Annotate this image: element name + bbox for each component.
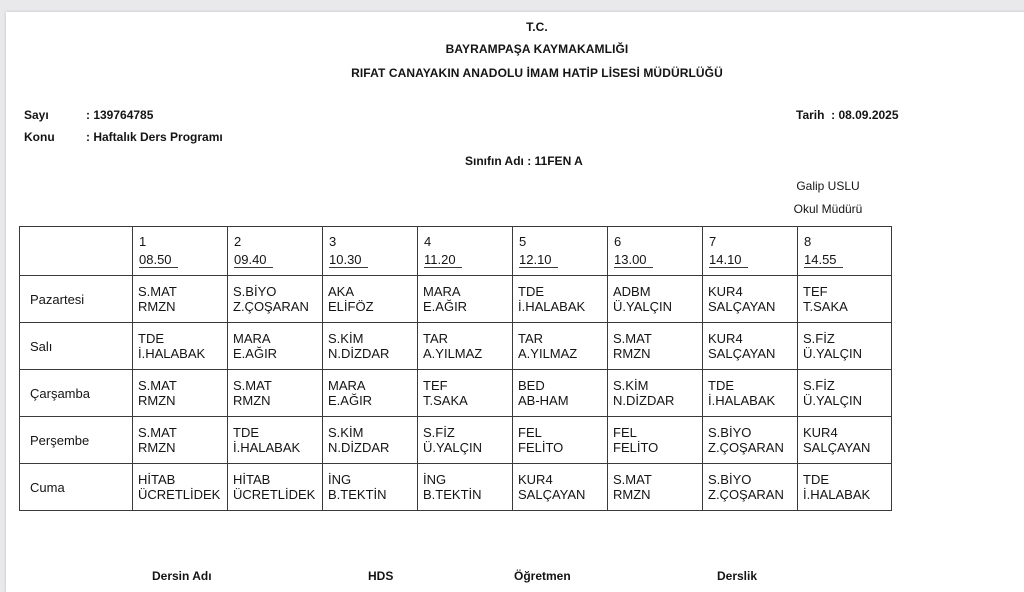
period-number: 6 [614,234,622,249]
period-header-cell [513,227,608,276]
lesson-code: KUR4 [518,472,553,487]
lesson-cell [608,323,703,370]
lesson-code: TAR [518,331,544,346]
lesson-cell [798,276,892,323]
lesson-teacher: T.SAKA [803,299,848,314]
lesson-teacher: RMZN [233,393,271,408]
lesson-cell [418,464,513,511]
lesson-cell [703,417,798,464]
period-number: 4 [424,234,432,249]
lesson-cell [228,276,323,323]
lesson-teacher: Ü.YALÇIN [803,393,862,408]
period-header-cell [323,227,418,276]
lesson-teacher: SALÇAYAN [803,440,871,455]
header-line-2: BAYRAMPAŞA KAYMAKAMLIĞI [445,42,629,56]
day-row [20,417,892,464]
lesson-code: TAR [423,331,449,346]
lesson-teacher: İ.HALABAK [518,299,586,314]
period-time: 14.10 [709,252,748,268]
lesson-cell [228,323,323,370]
lesson-code: S.BİYO [708,472,752,487]
lesson-cell [133,370,228,417]
lesson-code: HİTAB [233,472,271,487]
lesson-teacher: E.AĞIR [233,346,278,361]
lesson-cell [798,370,892,417]
konu-row [24,130,223,144]
lesson-cell [703,323,798,370]
period-time: 12.10 [519,252,558,268]
lesson-code: S.FİZ [423,425,455,440]
lesson-cell [228,370,323,417]
class-name: Sınıfın Adı : 11FEN A [465,154,583,168]
lesson-cell [133,323,228,370]
lesson-code: S.MAT [138,284,177,299]
period-time: 13.00 [614,252,653,268]
header-line-3: RIFAT CANAYAKIN ANADOLU İMAM HATİP LİSESİ MÜDÜRLÜĞÜ [351,66,723,80]
corner-cell [20,227,133,276]
period-header-cell [703,227,798,276]
lesson-teacher: B.TEKTİN [423,487,482,502]
konu-value: : Haftalık Ders Programı [86,130,223,144]
lesson-code: İNG [423,472,447,487]
period-number: 1 [139,234,147,249]
lesson-code: TDE [708,378,734,393]
tarih-label: Tarih [796,108,825,122]
day-name: Perşembe [20,417,133,464]
lesson-teacher: ELİFÖZ [328,299,374,314]
footer-col-derslik: Derslik [717,569,758,583]
lesson-cell [323,323,418,370]
period-number: 3 [329,234,337,249]
lesson-code: İNG [328,472,352,487]
lesson-cell [703,276,798,323]
lesson-teacher: İ.HALABAK [138,346,206,361]
lesson-teacher: E.AĞIR [328,393,373,408]
lesson-code: HİTAB [138,472,176,487]
lesson-teacher: FELİTO [613,440,659,455]
lesson-teacher: RMZN [138,299,176,314]
schedule-table [19,226,892,511]
lesson-code: TDE [518,284,544,299]
lesson-code: TDE [138,331,164,346]
lesson-teacher: Z.ÇOŞARAN [708,487,784,502]
lesson-cell [133,464,228,511]
lesson-code: FEL [518,425,542,440]
lesson-cell [418,370,513,417]
lesson-code: TEF [423,378,448,393]
lesson-code: S.KİM [328,425,364,440]
lesson-code: KUR4 [708,284,743,299]
period-time: 11.20 [424,252,462,268]
lesson-code: S.BİYO [708,425,752,440]
lesson-cell [703,464,798,511]
period-time: 14.55 [804,252,843,268]
lesson-cell [228,417,323,464]
lesson-teacher: SALÇAYAN [708,346,776,361]
footer-col-hds: HDS [368,569,394,583]
lesson-cell [418,276,513,323]
lesson-cell [133,417,228,464]
lesson-code: ADBM [613,284,651,299]
konu-label: Konu [24,130,55,144]
lesson-teacher: N.DİZDAR [613,393,675,408]
lesson-teacher: AB-HAM [518,393,569,408]
lesson-cell [798,464,892,511]
lesson-cell [323,276,418,323]
lesson-code: S.KİM [613,378,649,393]
period-number: 2 [234,234,242,249]
lesson-cell [513,464,608,511]
lesson-code: FEL [613,425,637,440]
lesson-code: S.MAT [613,331,652,346]
lesson-code: TEF [803,284,828,299]
day-name: Çarşamba [20,370,133,417]
lesson-teacher: RMZN [138,440,176,455]
lesson-code: S.MAT [138,425,177,440]
lesson-cell [608,464,703,511]
lesson-cell [323,370,418,417]
lesson-code: MARA [233,331,271,346]
lesson-cell [798,323,892,370]
lesson-code: AKA [328,284,355,299]
lesson-code: S.FİZ [803,331,835,346]
period-number: 7 [709,234,717,249]
footer-col-ders: Dersin Adı [152,569,212,583]
sayi-value: : 139764785 [86,108,154,122]
lesson-teacher: RMZN [138,393,176,408]
lesson-teacher: İ.HALABAK [233,440,301,455]
period-header-cell [608,227,703,276]
lesson-code: TDE [803,472,829,487]
lesson-code: TDE [233,425,259,440]
lesson-teacher: Z.ÇOŞARAN [233,299,309,314]
day-row [20,276,892,323]
lesson-teacher: N.DİZDAR [328,346,390,361]
lesson-teacher: İ.HALABAK [803,487,871,502]
lesson-cell [608,370,703,417]
lesson-code: S.FİZ [803,378,835,393]
lesson-teacher: N.DİZDAR [328,440,390,455]
period-time: 08.50 [139,252,178,268]
lesson-teacher: Ü.YALÇIN [803,346,862,361]
lesson-code: MARA [328,378,366,393]
lesson-teacher: Ü.YALÇIN [613,299,672,314]
lesson-cell [608,276,703,323]
lesson-cell [513,276,608,323]
lesson-teacher: ÜCRETLİDEK [138,487,221,502]
tarih-value: : 08.09.2025 [831,108,899,122]
lesson-cell [418,417,513,464]
sayi-row [24,108,153,122]
day-row [20,323,892,370]
footer-col-ogretmen: Öğretmen [514,569,571,583]
lesson-teacher: Ü.YALÇIN [423,440,482,455]
lesson-cell [513,370,608,417]
period-header-cell [133,227,228,276]
period-number: 5 [519,234,527,249]
day-name: Pazartesi [20,276,133,323]
sayi-label: Sayı [24,108,49,122]
lesson-teacher: E.AĞIR [423,299,468,314]
lesson-cell [418,323,513,370]
day-name: Salı [20,323,133,370]
period-time: 09.40 [234,252,273,268]
lesson-code: MARA [423,284,461,299]
lesson-teacher: İ.HALABAK [708,393,776,408]
period-header-cell [798,227,892,276]
period-header-cell [418,227,513,276]
lesson-cell [228,464,323,511]
lesson-cell [323,417,418,464]
signature-title: Okul Müdürü [793,202,863,216]
period-header-row [20,227,892,276]
lesson-cell [513,323,608,370]
lesson-teacher: Z.ÇOŞARAN [708,440,784,455]
lesson-code: BED [518,378,545,393]
day-row [20,464,892,511]
lesson-code: S.KİM [328,331,364,346]
lesson-cell [798,417,892,464]
lesson-code: KUR4 [708,331,743,346]
lesson-teacher: RMZN [613,487,651,502]
period-header-cell [228,227,323,276]
lesson-teacher: T.SAKA [423,393,468,408]
lesson-code: S.BİYO [233,284,277,299]
lesson-teacher: B.TEKTİN [328,487,387,502]
lesson-teacher: A.YILMAZ [518,346,578,361]
lesson-cell [608,417,703,464]
header-line-1: T.C. [526,20,548,34]
lesson-teacher: A.YILMAZ [423,346,483,361]
lesson-teacher: RMZN [613,346,651,361]
lesson-teacher: ÜCRETLİDEK [233,487,316,502]
lesson-code: S.MAT [613,472,652,487]
period-number: 8 [804,234,812,249]
lesson-code: S.MAT [233,378,272,393]
day-name: Cuma [20,464,133,511]
lesson-cell [513,417,608,464]
signature-name: Galip USLU [796,179,860,193]
lesson-code: S.MAT [138,378,177,393]
lesson-cell [703,370,798,417]
lesson-cell [133,276,228,323]
day-row [20,370,892,417]
tarih-row [796,108,899,122]
lesson-cell [323,464,418,511]
lesson-teacher: SALÇAYAN [708,299,776,314]
lesson-teacher: SALÇAYAN [518,487,586,502]
lesson-teacher: FELİTO [518,440,564,455]
lesson-code: KUR4 [803,425,838,440]
period-time: 10.30 [329,252,368,268]
